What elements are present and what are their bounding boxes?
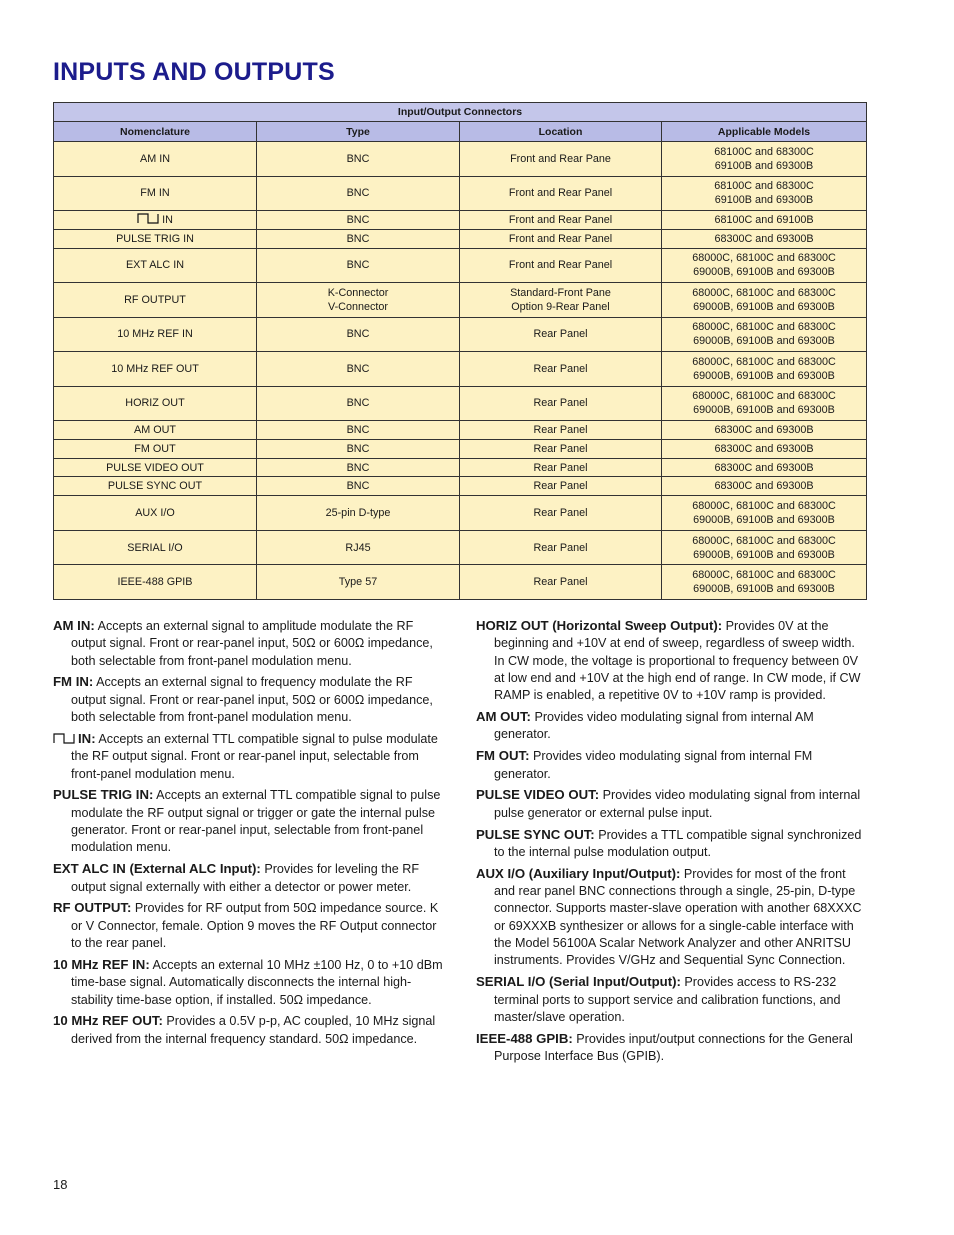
cell-line: Rear Panel xyxy=(533,480,588,493)
description-entry xyxy=(53,730,443,783)
cell-type xyxy=(257,439,460,458)
description-term: PULSE VIDEO OUT: xyxy=(476,787,600,803)
description-text: Provides access to RS-232 terminal ports to support service and calibration functions, and master/slave operation. xyxy=(494,975,841,1024)
cell-type xyxy=(257,352,460,387)
cell-line: BNC xyxy=(346,152,370,165)
cell-line: 68300C and 69300B xyxy=(714,442,814,455)
cell-nomenclature xyxy=(54,211,257,230)
cell-nomenclature xyxy=(54,477,257,496)
cell-line: 68000C, 68100C and 68300C xyxy=(692,321,836,334)
cell-models xyxy=(662,176,867,211)
cell-models xyxy=(662,477,867,496)
cell-location xyxy=(460,142,662,177)
cell-location xyxy=(460,229,662,248)
cell-line: BNC xyxy=(346,232,370,245)
cell-line: BNC xyxy=(346,423,370,436)
io-connectors-table xyxy=(53,102,867,600)
cell-location xyxy=(460,530,662,565)
cell-nomenclature xyxy=(54,283,257,318)
cell-nomenclature xyxy=(54,439,257,458)
table-row xyxy=(54,229,867,248)
description-term: SERIAL I/O (Serial Input/Output): xyxy=(476,974,681,990)
description-entry xyxy=(476,826,868,862)
description-entry xyxy=(476,617,868,704)
cell-line: 68300C and 69300B xyxy=(714,461,814,474)
cell-location xyxy=(460,317,662,352)
cell-nomenclature xyxy=(54,565,257,600)
cell-models xyxy=(662,317,867,352)
cell-text: PULSE TRIG IN xyxy=(116,232,194,245)
cell-location xyxy=(460,496,662,531)
description-term: IEEE-488 GPIB: xyxy=(476,1030,573,1046)
cell-models xyxy=(662,458,867,477)
cell-line: 25-pin D-type xyxy=(325,507,391,520)
cell-line: Option 9-Rear Panel xyxy=(511,300,610,313)
description-term: EXT ALC IN (External ALC Input): xyxy=(53,861,261,877)
header-applicable-models: Applicable Models xyxy=(662,122,867,142)
description-text: Provides for leveling the RF output signal externally with either a detector or power meter. xyxy=(71,862,420,894)
descriptions-left-column xyxy=(53,617,443,1052)
table-caption: Input/Output Connectors xyxy=(54,103,867,122)
description-entry xyxy=(53,786,443,856)
cell-line: 68000C, 68100C and 68300C xyxy=(692,355,836,368)
table-row xyxy=(54,352,867,387)
cell-location xyxy=(460,211,662,230)
table-row xyxy=(54,496,867,531)
cell-type xyxy=(257,496,460,531)
description-term: HORIZ OUT (Horizontal Sweep Output): xyxy=(476,618,723,633)
cell-location xyxy=(460,565,662,600)
cell-models xyxy=(662,421,867,440)
cell-line: 69000B, 69100B and 69300B xyxy=(693,335,835,348)
description-entry xyxy=(476,1030,868,1066)
cell-line: RJ45 xyxy=(345,541,371,554)
table-row xyxy=(54,421,867,440)
cell-type xyxy=(257,229,460,248)
cell-location xyxy=(460,283,662,318)
description-term: IN: xyxy=(78,730,96,746)
description-term: AM IN: xyxy=(53,618,95,633)
cell-text: HORIZ OUT xyxy=(125,397,185,410)
description-entry xyxy=(476,708,868,744)
cell-text: EXT ALC IN xyxy=(125,259,184,272)
table-row xyxy=(54,211,867,230)
cell-line: Front and Rear Panel xyxy=(508,232,613,245)
cell-line: Rear Panel xyxy=(533,507,588,520)
description-text: Provides for most of the front and rear panel BNC connections through a single, 25-pin, D-type connector. Supports master-slave operation with another 68XXXC or 69XXXB synthesizer or allows for a single-cable interface with the Model 56100A Scalar Network Analyzer and other ANRITSU instruments. Provides V/GHz and Sequential Sync Connection. xyxy=(494,866,862,968)
description-entry xyxy=(476,747,868,783)
page-number: 18 xyxy=(53,1177,68,1192)
cell-line: BNC xyxy=(346,480,370,493)
cell-type xyxy=(257,421,460,440)
cell-line: 69000B, 69100B and 69300B xyxy=(693,369,835,382)
description-entry xyxy=(53,860,443,896)
description-entry xyxy=(476,786,868,822)
pulse-icon xyxy=(137,213,159,224)
table-row xyxy=(54,530,867,565)
cell-text: 10 MHz REF OUT xyxy=(111,362,199,375)
table-row xyxy=(54,439,867,458)
cell-type xyxy=(257,565,460,600)
cell-line: BNC xyxy=(346,259,370,272)
cell-line: 68000C, 68100C and 68300C xyxy=(692,252,836,265)
description-term: FM OUT: xyxy=(476,748,530,764)
cell-text: RF OUTPUT xyxy=(124,293,186,306)
cell-line: K-Connector xyxy=(327,286,389,299)
cell-line: Front and Rear Panel xyxy=(508,213,613,226)
cell-line: 69000B, 69100B and 69300B xyxy=(693,300,835,313)
table-row xyxy=(54,477,867,496)
cell-line: Front and Rear Panel xyxy=(508,259,613,272)
cell-line: 69000B, 69100B and 69300B xyxy=(693,548,835,561)
cell-type xyxy=(257,317,460,352)
cell-nomenclature xyxy=(54,142,257,177)
cell-line: 68000C, 68100C and 68300C xyxy=(692,500,836,513)
cell-models xyxy=(662,530,867,565)
cell-type xyxy=(257,477,460,496)
cell-line: 68000C, 68100C and 68300C xyxy=(692,534,836,547)
description-entry xyxy=(53,673,443,726)
description-term: FM IN: xyxy=(53,674,94,690)
cell-line: Front and Rear Pane xyxy=(510,152,611,165)
cell-text: PULSE SYNC OUT xyxy=(107,480,203,493)
cell-nomenclature xyxy=(54,496,257,531)
cell-text: IN xyxy=(162,213,173,226)
cell-nomenclature xyxy=(54,386,257,421)
description-text: Accepts an external signal to amplitude modulate the RF output signal. Front or rear-panel input, 50Ω or 600Ω impedance, both selectable from front-panel modulation menu. xyxy=(71,619,433,668)
cell-type xyxy=(257,386,460,421)
cell-models xyxy=(662,211,867,230)
cell-location xyxy=(460,248,662,283)
description-term: AUX I/O (Auxiliary Input/Output): xyxy=(476,865,681,881)
cell-models xyxy=(662,352,867,387)
cell-line: Front and Rear Panel xyxy=(508,187,613,200)
cell-nomenclature xyxy=(54,248,257,283)
cell-models xyxy=(662,386,867,421)
cell-nomenclature xyxy=(54,352,257,387)
cell-line: Type 57 xyxy=(338,576,378,589)
description-text: Accepts an external TTL compatible signal to pulse modulate the RF output signal. Front or rear-panel input, selectable from front-panel modulation menu. xyxy=(71,731,438,781)
description-entry xyxy=(53,899,443,952)
cell-nomenclature xyxy=(54,317,257,352)
description-entry xyxy=(476,865,868,970)
cell-type xyxy=(257,142,460,177)
cell-models xyxy=(662,248,867,283)
cell-line: 69000B, 69100B and 69300B xyxy=(693,514,835,527)
description-term: PULSE TRIG IN: xyxy=(53,787,154,803)
header-type: Type xyxy=(257,122,460,142)
description-text: Provides video modulating signal from internal FM generator. xyxy=(494,749,813,781)
cell-line: Rear Panel xyxy=(533,541,588,554)
description-entry xyxy=(53,1012,443,1048)
cell-type xyxy=(257,283,460,318)
cell-line: BNC xyxy=(346,213,370,226)
cell-models xyxy=(662,439,867,458)
table-row xyxy=(54,142,867,177)
cell-line: 68300C and 69300B xyxy=(714,480,814,493)
cell-line: 68100C and 69100B xyxy=(714,213,814,226)
header-nomenclature: Nomenclature xyxy=(54,122,257,142)
cell-text: PULSE VIDEO OUT xyxy=(106,461,204,474)
cell-line: 69000B, 69100B and 69300B xyxy=(693,583,835,596)
cell-line: 68300C and 69300B xyxy=(714,232,814,245)
cell-text: FM OUT xyxy=(134,442,176,455)
cell-line: Rear Panel xyxy=(533,362,588,375)
cell-location xyxy=(460,439,662,458)
cell-nomenclature xyxy=(54,530,257,565)
cell-nomenclature xyxy=(54,458,257,477)
cell-line: Rear Panel xyxy=(533,328,588,341)
header-location: Location xyxy=(460,122,662,142)
cell-line: 69100B and 69300B xyxy=(714,159,814,172)
cell-text: IEEE-488 GPIB xyxy=(117,576,193,589)
cell-text: AUX I/O xyxy=(135,507,175,520)
table-row xyxy=(54,565,867,600)
cell-line: Rear Panel xyxy=(533,576,588,589)
cell-line: BNC xyxy=(346,362,370,375)
cell-location xyxy=(460,386,662,421)
description-text: Provides 0V at the beginning and +10V at end of sweep, regardless of sweep width. In CW mode, the voltage is proportional to frequency between 0V at low end and +10V at the high end of range. In CW mode, if CW RAMP is enabled, a repetitive 0V to +10V ramp is provided. xyxy=(494,619,861,703)
description-text: Provides a TTL compatible signal synchronized to the internal pulse modulation output. xyxy=(494,827,862,859)
description-text: Accepts an external 10 MHz ±100 Hz, 0 to +10 dBm time-base signal. Automatically disconnects the internal high-stability time-base option, if installed. 50Ω impedance. xyxy=(71,957,443,1007)
table-row xyxy=(54,458,867,477)
description-entry xyxy=(53,617,443,670)
cell-type xyxy=(257,530,460,565)
description-entry xyxy=(476,973,868,1026)
cell-location xyxy=(460,421,662,440)
cell-models xyxy=(662,283,867,318)
description-term: PULSE SYNC OUT: xyxy=(476,826,595,842)
cell-line: 68000C, 68100C and 68300C xyxy=(692,569,836,582)
cell-line: Rear Panel xyxy=(533,423,588,436)
cell-line: 69000B, 69100B and 69300B xyxy=(693,266,835,279)
cell-text: AM OUT xyxy=(134,423,176,436)
description-term: 10 MHz REF IN: xyxy=(53,956,150,972)
cell-line: 68100C and 68300C xyxy=(714,180,814,193)
cell-line: 69000B, 69100B and 69300B xyxy=(693,404,835,417)
cell-models xyxy=(662,496,867,531)
table-row xyxy=(54,176,867,211)
cell-line: Rear Panel xyxy=(533,442,588,455)
cell-type xyxy=(257,248,460,283)
cell-line: 68100C and 68300C xyxy=(714,145,814,158)
cell-location xyxy=(460,352,662,387)
cell-nomenclature xyxy=(54,176,257,211)
table-row xyxy=(54,386,867,421)
cell-line: Rear Panel xyxy=(533,397,588,410)
cell-type xyxy=(257,176,460,211)
description-term: 10 MHz REF OUT: xyxy=(53,1013,163,1029)
cell-line: V-Connector xyxy=(327,300,388,313)
description-text: Provides input/output connections for the General Purpose Interface Bus (GPIB). xyxy=(494,1031,853,1063)
cell-line: Standard-Front Pane xyxy=(510,286,611,299)
cell-line: BNC xyxy=(346,461,370,474)
pulse-icon xyxy=(53,733,75,744)
description-text: Provides a 0.5V p-p, AC coupled, 10 MHz signal derived from the internal frequency standard. 50Ω impedance. xyxy=(71,1014,436,1046)
cell-nomenclature xyxy=(54,229,257,248)
cell-line: BNC xyxy=(346,397,370,410)
cell-line: 68300C and 69300B xyxy=(714,423,814,436)
cell-text: SERIAL I/O xyxy=(127,541,183,554)
description-term: RF OUTPUT: xyxy=(53,900,132,916)
cell-location xyxy=(460,458,662,477)
cell-line: Rear Panel xyxy=(533,461,588,474)
cell-models xyxy=(662,565,867,600)
description-text: Provides video modulating signal from internal pulse generator or external pulse input. xyxy=(494,788,861,820)
description-text: Provides video modulating signal from internal AM generator. xyxy=(494,710,814,742)
cell-location xyxy=(460,176,662,211)
cell-type xyxy=(257,211,460,230)
cell-text: FM IN xyxy=(140,187,170,200)
cell-models xyxy=(662,229,867,248)
table-row xyxy=(54,283,867,318)
cell-nomenclature xyxy=(54,421,257,440)
cell-line: BNC xyxy=(346,442,370,455)
description-entry xyxy=(53,956,443,1009)
descriptions-right-column xyxy=(476,617,868,1069)
cell-line: BNC xyxy=(346,328,370,341)
cell-line: 69100B and 69300B xyxy=(714,194,814,207)
table-row xyxy=(54,317,867,352)
cell-type xyxy=(257,458,460,477)
cell-line: BNC xyxy=(346,187,370,200)
description-text: Provides for RF output from 50Ω impedance source. K or V Connector, female. Option 9 moves the RF Output connector to the rear panel. xyxy=(71,901,439,951)
cell-text: 10 MHz REF IN xyxy=(117,328,193,341)
page-title: INPUTS AND OUTPUTS xyxy=(53,58,335,86)
cell-line: 68000C, 68100C and 68300C xyxy=(692,390,836,403)
cell-line: 68000C, 68100C and 68300C xyxy=(692,286,836,299)
table-body xyxy=(54,142,867,600)
description-text: Accepts an external signal to frequency modulate the RF output signal. Front or rear-panel input, 50Ω or 600Ω impedance, both selectable from front-panel modulation menu. xyxy=(71,675,433,725)
cell-text: AM IN xyxy=(140,152,170,165)
description-text: Accepts an external TTL compatible signal to pulse modulate the RF output signal or trigger or gate the internal pulse generator. Front or rear-panel input, selectable from front-panel modulation menu. xyxy=(71,788,441,855)
table-row xyxy=(54,248,867,283)
cell-location xyxy=(460,477,662,496)
cell-models xyxy=(662,142,867,177)
description-term: AM OUT: xyxy=(476,709,531,725)
